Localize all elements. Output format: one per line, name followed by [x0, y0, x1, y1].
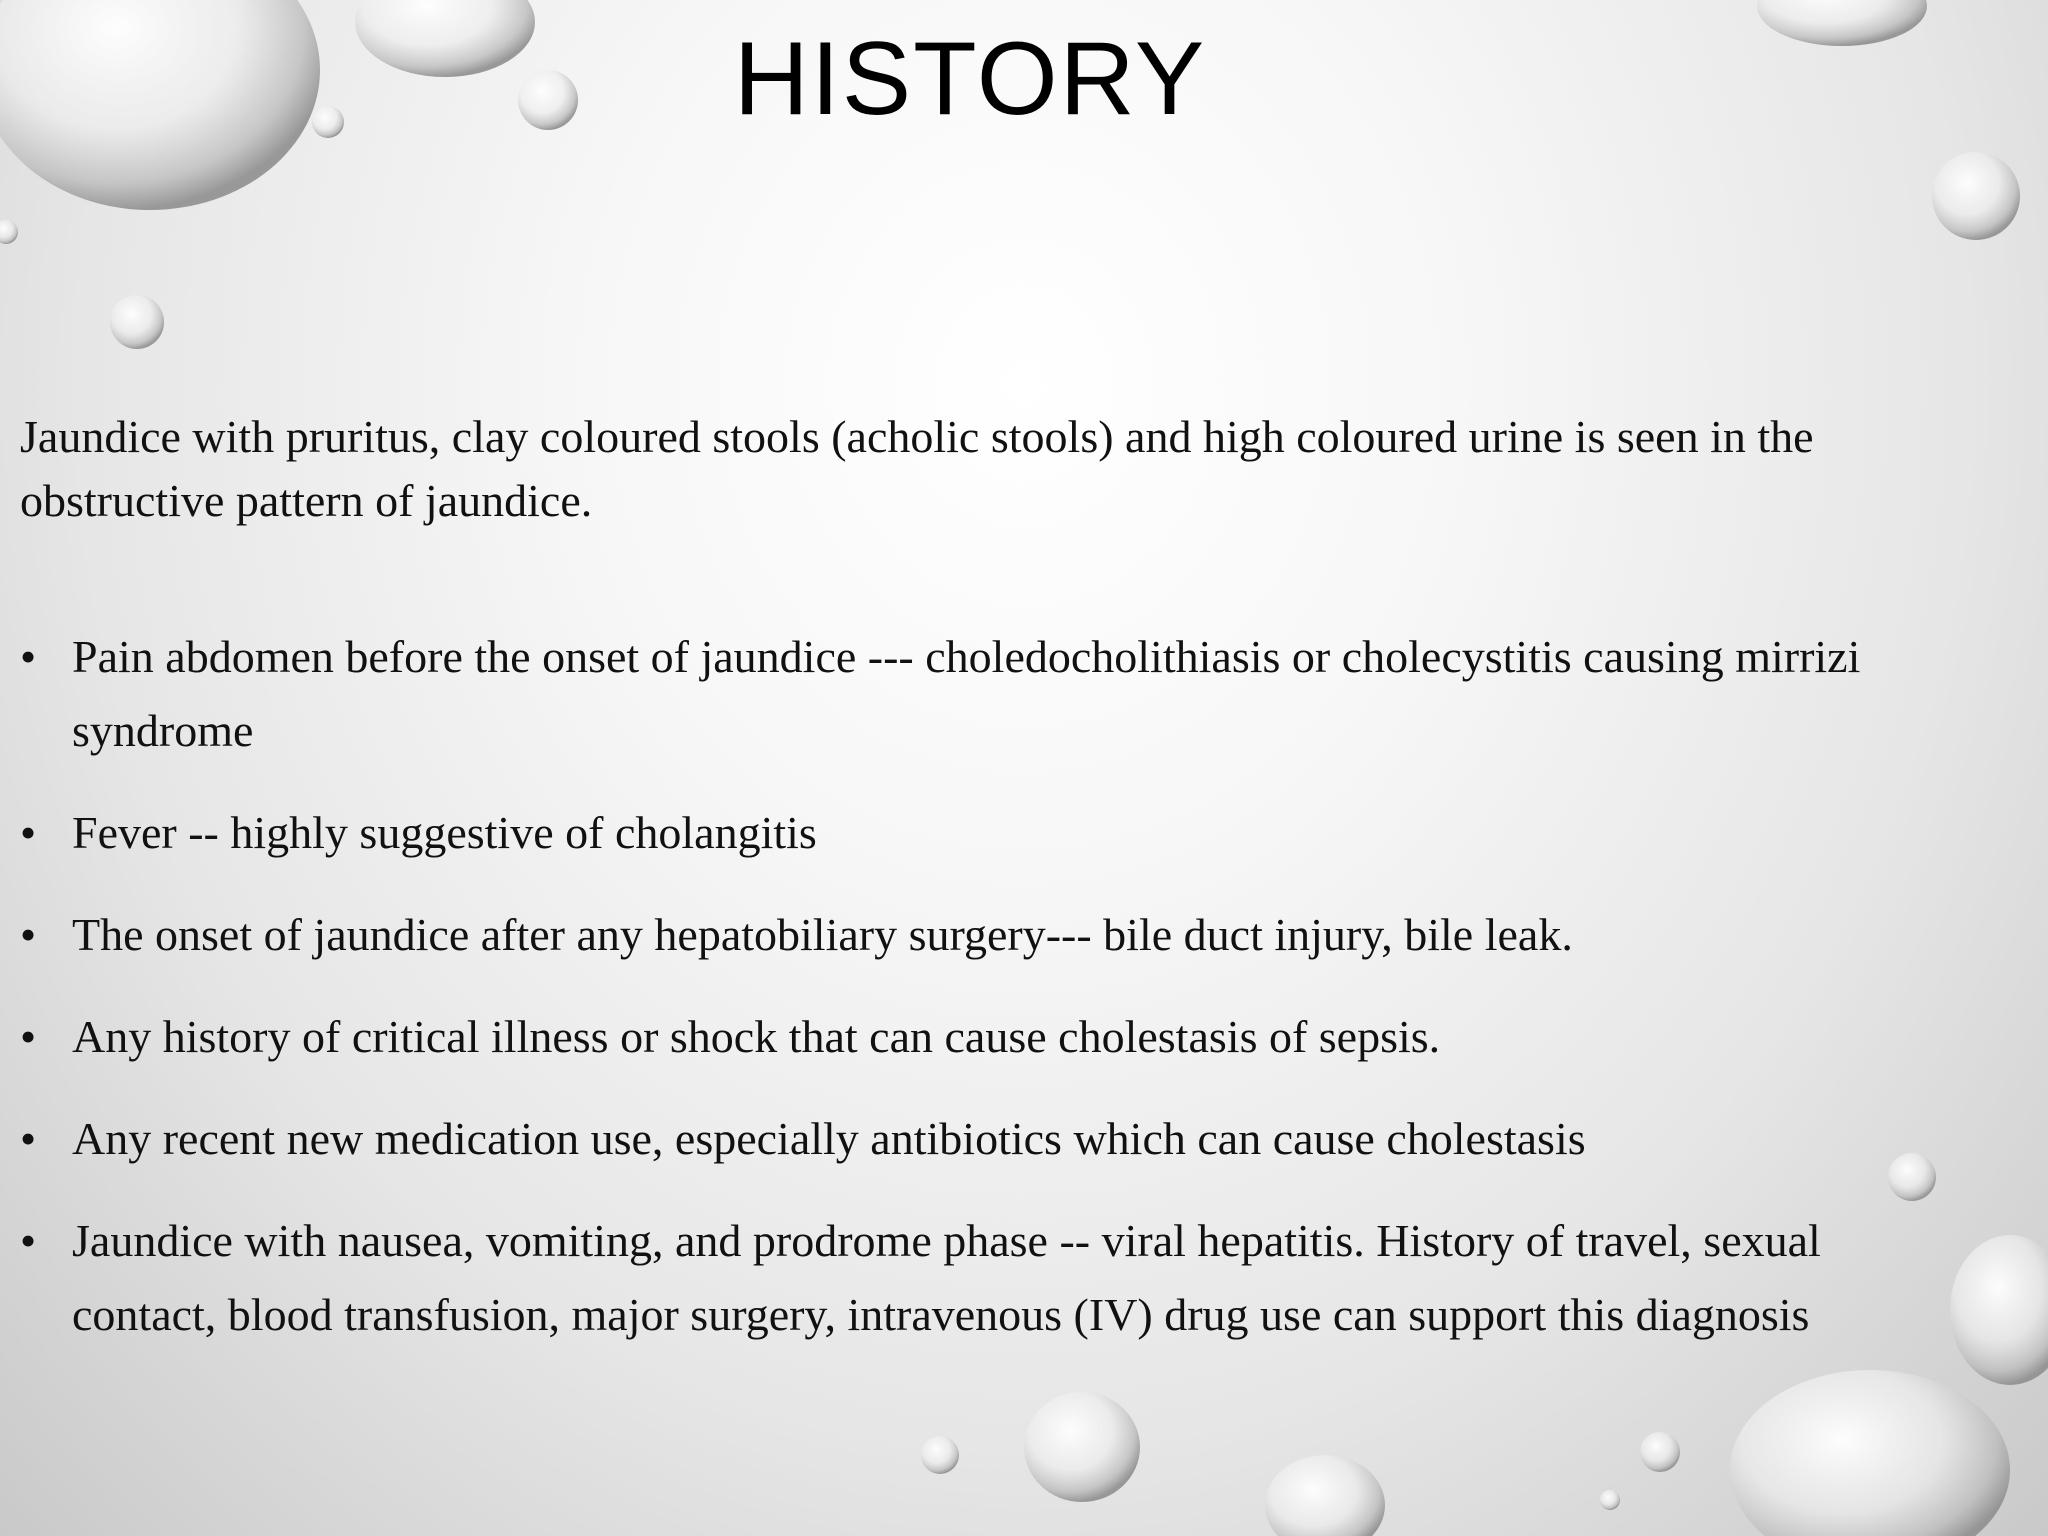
- bullet-icon: •: [20, 1113, 37, 1164]
- bullet-icon: •: [20, 1215, 37, 1266]
- bullet-list: [20, 620, 1960, 1380]
- list-item-text: Any history of critical illness or shock that can cause cholestasis of sepsis.: [72, 1011, 1441, 1062]
- droplet: [1600, 1490, 1620, 1510]
- list-item: [20, 1102, 1960, 1176]
- droplet: [1932, 152, 2020, 240]
- droplet: [1024, 1392, 1140, 1502]
- bullet-icon: •: [20, 909, 37, 960]
- droplet: [110, 295, 164, 349]
- list-item: [20, 620, 1960, 768]
- droplet: [921, 1436, 959, 1474]
- bullet-icon: •: [20, 631, 37, 682]
- list-item-text: Jaundice with nausea, vomiting, and prodrome phase -- viral hepatitis. History of travel, sexual contact, blood transfusion, major surgery, intravenous (IV) drug use can support this diagnosis: [72, 1215, 1821, 1340]
- list-item: [20, 898, 1960, 972]
- list-item: [20, 1204, 1960, 1352]
- droplet: [1950, 1235, 2048, 1385]
- list-item: [20, 796, 1960, 870]
- droplet: [1730, 1370, 2010, 1536]
- bullet-icon: •: [20, 1011, 37, 1062]
- slide-title: HISTORY: [733, 21, 1207, 137]
- droplet: [1640, 1432, 1680, 1472]
- droplet: [1265, 1455, 1385, 1536]
- intro-paragraph: Jaundice with pruritus, clay coloured stools (acholic stools) and high coloured urine is seen in the obstructive pattern of jaundice.: [20, 411, 1814, 526]
- list-item-text: Fever -- highly suggestive of cholangitis: [72, 807, 817, 858]
- list-item-text: The onset of jaundice after any hepatobiliary surgery--- bile duct injury, bile leak.: [72, 909, 1573, 960]
- list-item-text: Any recent new medication use, especially antibiotics which can cause cholestasis: [72, 1113, 1586, 1164]
- list-item: [20, 1000, 1960, 1074]
- droplet: [0, 220, 18, 244]
- bullet-icon: •: [20, 807, 37, 858]
- list-item-text: Pain abdomen before the onset of jaundice --- choledocholithiasis or cholecystitis causing mirrizi syndrome: [72, 631, 1861, 756]
